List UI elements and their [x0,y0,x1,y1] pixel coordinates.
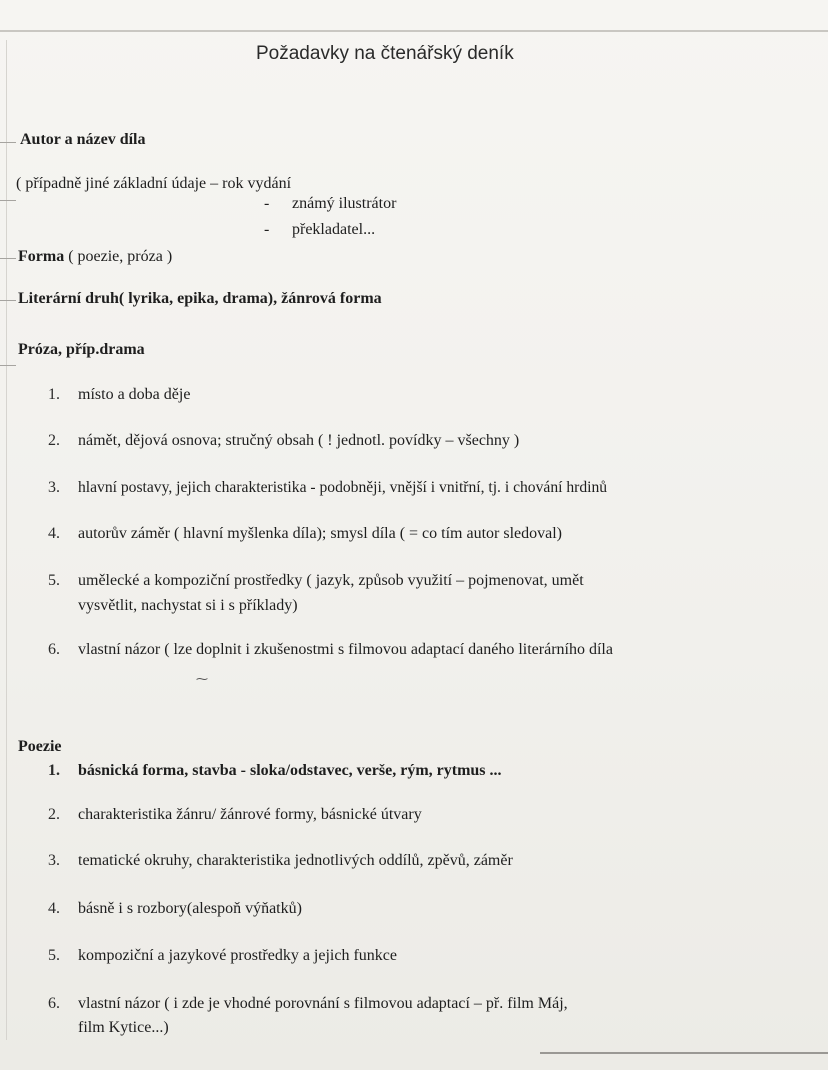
prose-item-text: hlavní postavy, jejich charakteristika - podobněji, vnější i vnitřní, tj. i chování hrdinů [78,479,608,496]
basic-info-line: ( případně jiné základní údaje – rok vydání [16,175,292,192]
prose-item-number: 2. [48,432,60,449]
page-title: Požadavky na čtenářský deník [256,43,514,64]
margin-tick [0,142,16,143]
poetry-item-text: charakteristika žánru/ žánrové formy, básnické útvary [78,806,422,823]
author-heading: Autor a název díla [20,131,146,148]
prose-item-number: 1. [48,386,60,403]
poetry-item-number: 1. [48,762,60,779]
margin-tick [0,258,16,259]
prose-item-number: 3. [48,479,60,496]
poetry-item-number: 4. [48,900,60,917]
bottom-rule [540,1052,828,1054]
basic-info-illustrator: známý ilustrátor [292,195,397,212]
genre-line: Literární druh( lyrika, epika, drama), žánrová forma [18,290,382,307]
prose-item-text-continued: vysvětlit, nachystat si i s příklady) [78,597,298,614]
poetry-item-text: básnická forma, stavba - sloka/odstavec, verše, rým, rytmus ... [78,762,502,779]
form-line [18,247,172,267]
poetry-item-number: 3. [48,852,60,869]
prose-item-text: námět, dějová osnova; stručný obsah ( ! jednotl. povídky – všechny ) [78,432,520,449]
poetry-item-number: 6. [48,995,60,1012]
list-dash: - [264,195,270,212]
poetry-item-number: 5. [48,947,60,964]
basic-info-translator: překladatel... [292,221,376,238]
poetry-heading: Poezie [18,738,62,755]
prose-item-number: 6. [48,641,60,658]
prose-item-text: místo a doba děje [78,386,191,403]
poetry-item-number: 2. [48,806,60,823]
margin-tick [0,365,16,366]
margin-tick [0,300,16,301]
ink-smudge: ⁓ [196,672,208,686]
left-margin-edge [6,40,7,1040]
list-dash: - [264,221,270,238]
prose-item-text: autorův záměr ( hlavní myšlenka díla); smysl díla ( = co tím autor sledoval) [78,525,563,542]
form-note: ( poezie, próza ) [64,248,173,265]
poetry-item-text: básně i s rozbory(alespoň výňatků) [78,900,302,917]
prose-item-number: 5. [48,572,60,589]
poetry-item-text: tematické okruhy, charakteristika jednotlivých oddílů, zpěvů, záměr [78,852,513,869]
prose-item-text: umělecké a kompoziční prostředky ( jazyk, způsob využití – pojmenovat, umět [78,572,584,589]
prose-item-text: vlastní názor ( lze doplnit i zkušenostmi s filmovou adaptací daného literárního díla [78,641,613,658]
margin-tick [0,200,16,201]
poetry-item-text: vlastní názor ( i zde je vhodné porovnání s filmovou adaptací – př. film Máj, [78,995,568,1012]
poetry-item-text: kompoziční a jazykové prostředky a jejich funkce [78,947,397,964]
top-rule [0,30,828,32]
prose-item-number: 4. [48,525,60,542]
poetry-item-text-continued: film Kytice...) [78,1019,169,1036]
form-heading: Forma [18,248,65,265]
prose-heading: Próza, příp.drama [18,341,145,358]
